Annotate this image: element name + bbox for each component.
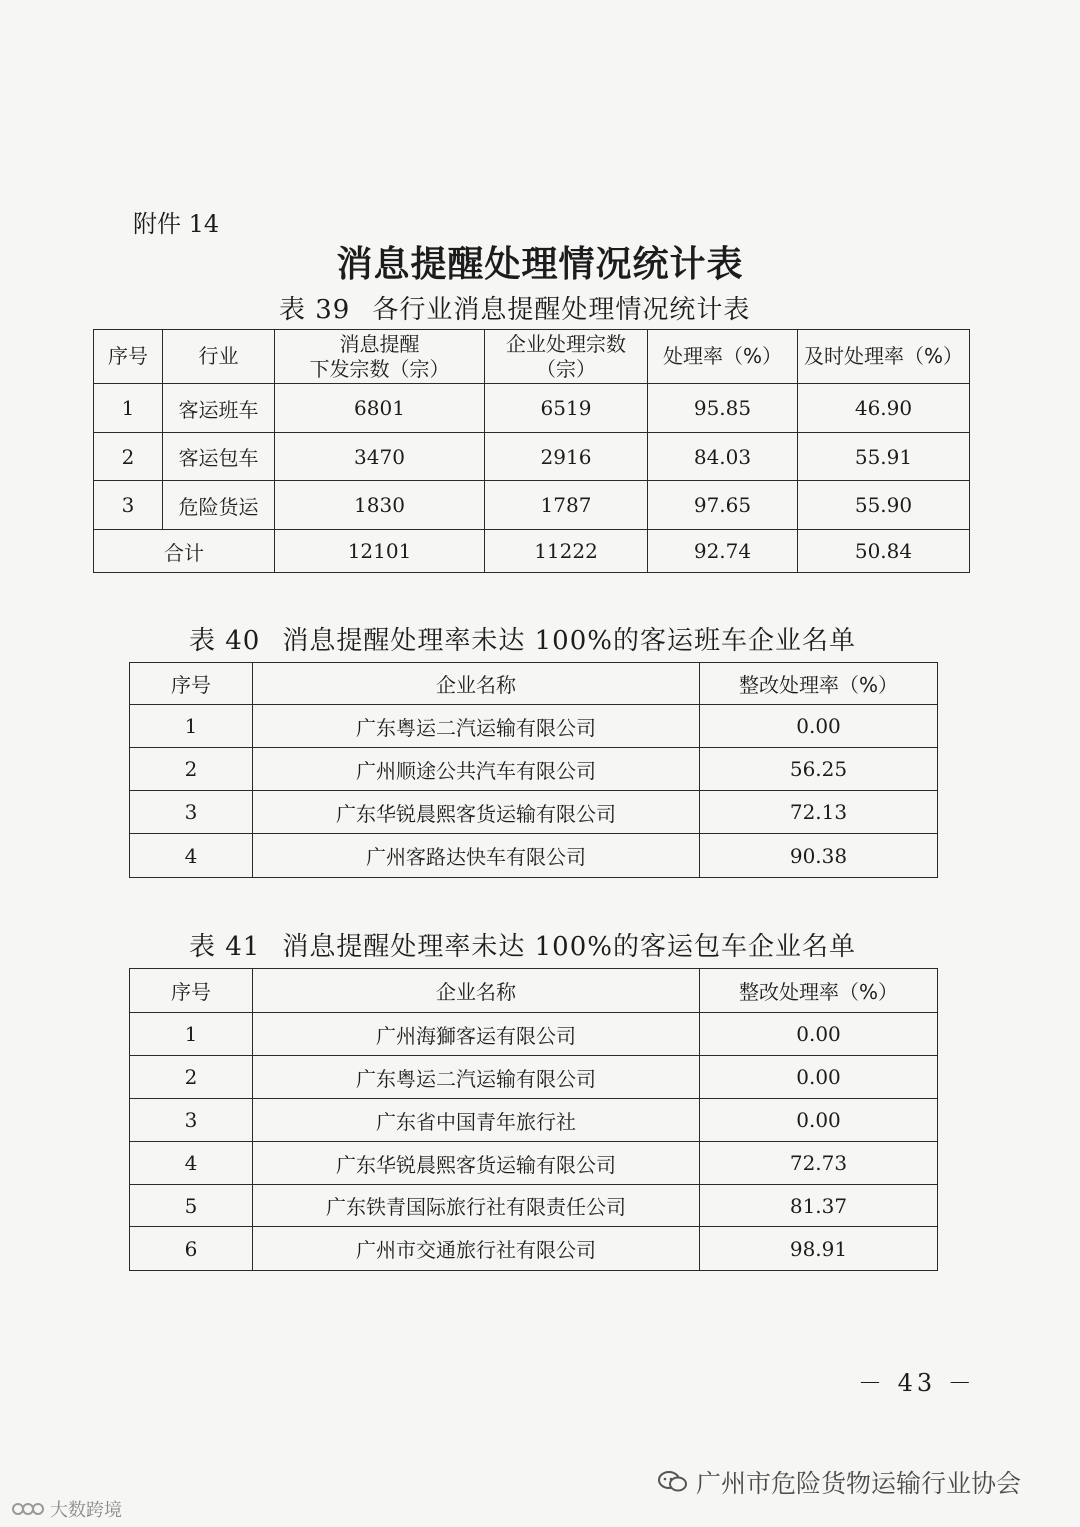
cell-no: 2 <box>130 1056 253 1099</box>
table-row <box>94 433 970 481</box>
col-header-handled-line1: 企业处理宗数 <box>506 331 626 356</box>
watermark-left-text: 大数跨境 <box>50 1500 122 1521</box>
watermark-right-text: 广州市危险货物运输行业协会 <box>696 1469 1022 1498</box>
col-header-no: 序号 <box>130 663 253 705</box>
cell-no: 4 <box>130 1142 253 1185</box>
cell-rate: 0.00 <box>700 1099 938 1142</box>
cell-total-rate: 92.74 <box>648 530 798 573</box>
cell-rate: 98.91 <box>700 1227 938 1271</box>
table-row <box>130 1185 938 1227</box>
col-header-handled-line2: （宗） <box>536 356 596 381</box>
table-row <box>130 1099 938 1142</box>
cell-rate: 90.38 <box>700 834 938 878</box>
wechat-icon <box>658 1471 688 1493</box>
cell-company: 广州海獅客运有限公司 <box>253 1013 700 1056</box>
cell-company: 广东华锐晨熙客货运输有限公司 <box>253 1142 700 1185</box>
watermark-right <box>658 1464 1021 1500</box>
cell-company: 广东华锐晨熙客货运输有限公司 <box>253 791 700 834</box>
cell-no: 1 <box>130 705 253 748</box>
table40-header-row <box>130 663 938 705</box>
col-header-company: 企业名称 <box>253 663 700 705</box>
cell-no: 5 <box>130 1185 253 1227</box>
col-header-rectify-rate: 整改处理率（%） <box>700 969 938 1013</box>
cell-rate: 72.73 <box>700 1142 938 1185</box>
table-row <box>130 705 938 748</box>
table41-caption-text: 消息提醒处理率未达 100%的客运包车企业名单 <box>282 932 856 962</box>
table-row <box>94 481 970 530</box>
cell-company: 广东粤运二汽运输有限公司 <box>253 705 700 748</box>
cell-industry: 危险货运 <box>163 481 275 530</box>
cell-company: 广东粤运二汽运输有限公司 <box>253 1056 700 1099</box>
table39-header-row <box>94 330 970 384</box>
col-header-no: 序号 <box>130 969 253 1013</box>
col-header-rate: 处理率（%） <box>648 330 798 384</box>
table40-caption <box>189 620 856 657</box>
cell-industry: 客运班车 <box>163 384 275 433</box>
col-header-timely-rate: 及时处理率（%） <box>798 330 970 384</box>
cell-no: 6 <box>130 1227 253 1271</box>
cell-no: 3 <box>94 481 163 530</box>
cell-handled: 6519 <box>485 384 648 433</box>
cell-total-label: 合计 <box>94 530 275 573</box>
col-header-no: 序号 <box>94 330 163 384</box>
table39-caption-text: 各行业消息提醒处理情况统计表 <box>372 295 751 325</box>
cell-timely: 46.90 <box>798 384 970 433</box>
cell-rate: 0.00 <box>700 705 938 748</box>
table41-caption <box>189 926 856 963</box>
table-row <box>130 1227 938 1271</box>
cell-no: 2 <box>130 748 253 791</box>
cell-total-issued: 12101 <box>275 530 485 573</box>
cell-rate: 0.00 <box>700 1056 938 1099</box>
table-total-row <box>94 530 970 573</box>
col-header-issued <box>275 330 485 384</box>
cell-rate: 56.25 <box>700 748 938 791</box>
col-header-industry: 行业 <box>163 330 275 384</box>
table-row <box>130 1056 938 1099</box>
cell-no: 3 <box>130 791 253 834</box>
watermark-left <box>12 1496 122 1522</box>
page-title: 消息提醒处理情况统计表 <box>336 243 744 285</box>
cell-industry: 客运包车 <box>163 433 275 481</box>
table41-header-row <box>130 969 938 1013</box>
cell-rate: 97.65 <box>648 481 798 530</box>
cell-issued: 6801 <box>275 384 485 433</box>
cell-no: 2 <box>94 433 163 481</box>
cell-total-timely: 50.84 <box>798 530 970 573</box>
col-header-handled <box>485 330 648 384</box>
table-row <box>130 748 938 791</box>
cell-rate: 95.85 <box>648 384 798 433</box>
table41 <box>129 968 938 1271</box>
cell-company: 广州客路达快车有限公司 <box>253 834 700 878</box>
cell-company: 广东铁青国际旅行社有限责任公司 <box>253 1185 700 1227</box>
cell-no: 3 <box>130 1099 253 1142</box>
table-row <box>130 834 938 878</box>
cell-no: 4 <box>130 834 253 878</box>
cell-issued: 3470 <box>275 433 485 481</box>
table39-caption-number: 表 39 <box>279 295 351 325</box>
logo-dots-icon <box>12 1500 44 1518</box>
table40-caption-number: 表 40 <box>189 626 261 656</box>
table-row <box>130 791 938 834</box>
cell-timely: 55.90 <box>798 481 970 530</box>
table41-caption-number: 表 41 <box>189 932 261 962</box>
cell-handled: 2916 <box>485 433 648 481</box>
cell-total-handled: 11222 <box>485 530 648 573</box>
cell-no: 1 <box>94 384 163 433</box>
table40-caption-text: 消息提醒处理率未达 100%的客运班车企业名单 <box>282 626 856 656</box>
table-row <box>130 1142 938 1185</box>
cell-company: 广州市交通旅行社有限公司 <box>253 1227 700 1271</box>
cell-rate: 72.13 <box>700 791 938 834</box>
col-header-issued-line1: 消息提醒 <box>339 331 420 356</box>
cell-company: 广东省中国青年旅行社 <box>253 1099 700 1142</box>
attachment-label: 附件 14 <box>133 210 220 238</box>
cell-timely: 55.91 <box>798 433 970 481</box>
cell-handled: 1787 <box>485 481 648 530</box>
table-row <box>130 1013 938 1056</box>
table39 <box>93 329 970 573</box>
table40 <box>129 662 938 878</box>
cell-rate: 84.03 <box>648 433 798 481</box>
table39-caption <box>279 289 750 326</box>
col-header-issued-line2: 下发宗数（宗） <box>309 356 450 381</box>
col-header-rectify-rate: 整改处理率（%） <box>700 663 938 705</box>
page-number: － 43 － <box>858 1369 976 1397</box>
cell-rate: 81.37 <box>700 1185 938 1227</box>
cell-rate: 0.00 <box>700 1013 938 1056</box>
cell-issued: 1830 <box>275 481 485 530</box>
cell-company: 广州顺途公共汽车有限公司 <box>253 748 700 791</box>
table-row <box>94 384 970 433</box>
col-header-company: 企业名称 <box>253 969 700 1013</box>
cell-no: 1 <box>130 1013 253 1056</box>
